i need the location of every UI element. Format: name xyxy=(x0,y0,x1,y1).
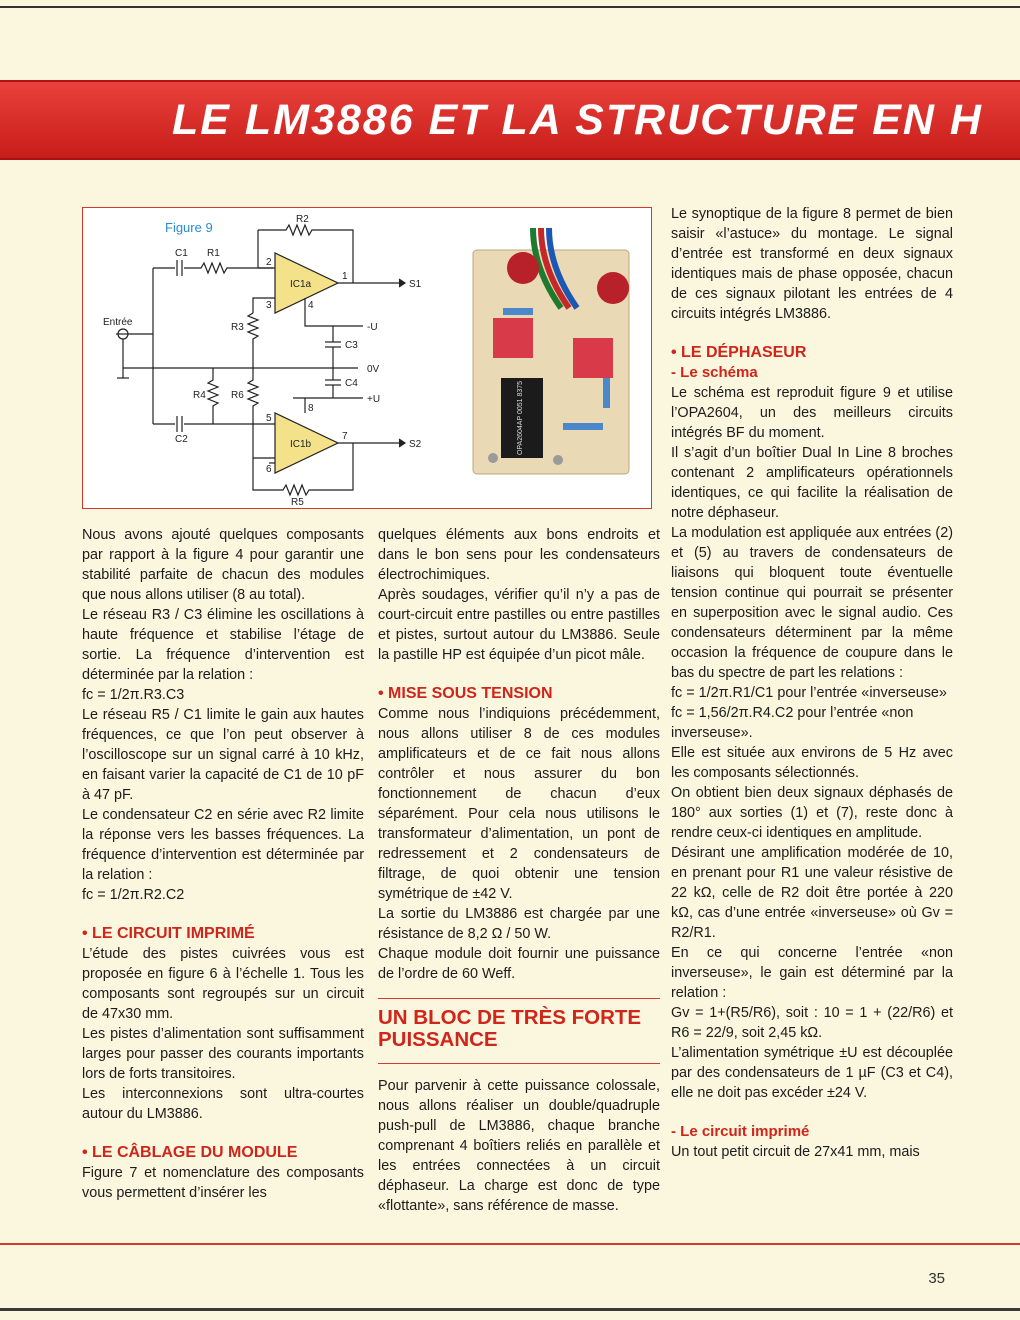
subheading: - Le schéma xyxy=(671,364,758,381)
formula: fc = 1/2π.R1/C1 pour l’entrée «inverseuse» xyxy=(671,685,947,701)
paragraph: La sortie du LM3886 est chargée par une résistance de 8,2 Ω / 50 W. xyxy=(378,906,660,942)
pin-7: 7 xyxy=(342,431,348,442)
label-c2: C2 xyxy=(175,434,188,445)
paragraph: Désirant une amplification modérée de 10, en prenant pour R1 une valeur résistive de 22 kΩ, celle de R2 doit être portée à 220 kΩ, cas d’une entrée «inverseuse» où Gv = R2/R1. xyxy=(671,845,953,941)
paragraph: Figure 7 et nomenclature des composants vous permettent d’insérer les xyxy=(82,1165,364,1201)
label-r3: R3 xyxy=(231,322,244,333)
label-r1: R1 xyxy=(207,248,220,259)
subheading: - Le circuit imprimé xyxy=(671,1123,810,1140)
paragraph: Après soudages, vérifier qu’il n’y a pas de court-circuit entre pastilles ou entre pastilles et pistes, surtout autour du LM3886. Seule la pastille HP est équipée d’un picot mâle. xyxy=(378,587,660,663)
footer-rule xyxy=(0,1308,1020,1311)
pin-8: 8 xyxy=(308,403,314,414)
pin-5: 5 xyxy=(266,413,272,424)
paragraph: L’étude des pistes cuivrées vous est proposée en figure 6 à l’échelle 1. Tous les composants sont regroupés sur un circuit de 47x30 mm. xyxy=(82,946,364,1022)
schematic-diagram xyxy=(83,208,463,508)
paragraph: Les interconnexions sont ultra-courtes autour du LM3886. xyxy=(82,1086,364,1122)
paragraph: Le synoptique de la figure 8 permet de bien saisir «l’astuce» du montage. Le signal d’entrée est transformé en deux signaux identiques mais de phase opposée, chacun de ces signaux pilotant les entrées de 4 circuits intégrés LM3886. xyxy=(671,206,953,322)
formula: fc = 1/2π.R3.C3 xyxy=(82,687,185,703)
page-title: LE LM3886 ET LA STRUCTURE EN H xyxy=(172,96,983,144)
paragraph: Nous avons ajouté quelques composants par rapport à la figure 4 pour garantir une stabilité parfaite de chacun des modules que nous allons utiliser (8 au total). xyxy=(82,527,364,603)
paragraph: La modulation est appliquée aux entrées (2) et (5) au travers de condensateurs de liaisons qui bloquent toute éventuelle tension continue qui pourrait se présenter en superposition avec le signal audio. Ces condensateurs déterminent par la même occasion la fréquence de coupure dans le bas du spectre de part les relations : xyxy=(671,525,953,681)
section-heading: • MISE SOUS TENSION xyxy=(378,685,553,702)
paragraph: En ce qui concerne l’entrée «non inverseuse», le gain est déterminé par la relation : xyxy=(671,945,953,1001)
pin-6: 6 xyxy=(266,464,272,475)
major-heading: UN BLOC DE TRÈS FORTE PUISSANCE xyxy=(378,998,660,1064)
paragraph: Le schéma est reproduit figure 9 et utilise l’OPA2604, un des meilleurs circuits intégrés BF du moment. xyxy=(671,385,953,441)
label-neg-u: -U xyxy=(367,322,378,333)
section-heading: • LE CIRCUIT IMPRIMÉ xyxy=(82,925,255,942)
pin-4: 4 xyxy=(308,300,314,311)
column-1 xyxy=(82,525,364,1203)
figure-9 xyxy=(82,207,652,509)
paragraph: Elle est située aux environs de 5 Hz avec les composants sélectionnés. xyxy=(671,745,953,781)
bottom-rule xyxy=(0,1243,1020,1245)
label-pos-u: +U xyxy=(367,394,381,405)
label-r6: R6 xyxy=(231,390,244,401)
capacitor-c1-icon xyxy=(507,252,539,284)
chip-marking: OPA2604AP 0051 8375 xyxy=(517,380,524,456)
capacitor-c3-icon xyxy=(493,318,533,358)
paragraph: On obtient bien deux signaux déphasés de 180° aux sorties (1) et (7), reste donc à rendre ceux-ci identiques en amplitude. xyxy=(671,785,953,841)
paragraph: Le condensateur C2 en série avec R2 limite la réponse vers les basses fréquences. La fréquence d’intervention est déterminée par la relation : xyxy=(82,807,364,883)
paragraph: Chaque module doit fournir une puissance de l’ordre de 60 Weff. xyxy=(378,946,660,982)
formula: fc = 1,56/2π.R4.C2 pour l’entrée «non inverseuse». xyxy=(671,705,914,741)
column-3 xyxy=(671,204,953,1162)
label-r4: R4 xyxy=(193,390,206,401)
label-ic1b: IC1b xyxy=(290,439,312,450)
paragraph: Le réseau R3 / C3 élimine les oscillations à haute fréquence et stabilise l’étage de sortie. La fréquence d’intervention est déterminée par la relation : xyxy=(82,607,364,683)
paragraph: Comme nous l’indiquions précédemment, nous allons utiliser 8 de ces modules amplificateurs et de ce fait nous allons contrôler et nous assurer du bon fonctionnement de chacun d’eux séparément. Pour cela nous utilisons le transformateur d’alimentation, un pont de redressement et 2 condensateurs de filtrage, de quoi obtenir une tension symétrique de ±42 V. xyxy=(378,706,660,902)
capacitor-c4-icon xyxy=(573,338,613,378)
figure-caption: Figure 9 xyxy=(165,220,213,235)
section-heading: • LE DÉPHASEUR xyxy=(671,344,807,361)
formula: Gv = 1+(R5/R6), soit : 10 = 1 + (22/R6) et R6 = 22/9, soit 2,45 kΩ. xyxy=(671,1005,953,1041)
title-band xyxy=(0,80,1020,160)
formula: fc = 1/2π.R2.C2 xyxy=(82,887,185,903)
module-photo xyxy=(463,228,639,498)
input-label: Entrée xyxy=(103,317,133,328)
label-s2: S2 xyxy=(409,439,422,450)
column-2 xyxy=(378,525,660,1216)
label-c1: C1 xyxy=(175,248,188,259)
top-rule xyxy=(0,6,1020,8)
paragraph: Un tout petit circuit de 27x41 mm, mais xyxy=(671,1144,920,1160)
paragraph: Il s’agit d’un boîtier Dual In Line 8 broches contenant 2 amplificateurs opérationnels identiques, ce qui facilite la réalisation de notre déphaseur. xyxy=(671,445,953,521)
label-c3: C3 xyxy=(345,340,358,351)
paragraph: Les pistes d’alimentation sont suffisamment larges pour passer des courants importants lors de forts transitoires. xyxy=(82,1026,364,1082)
pin-2: 2 xyxy=(266,257,272,268)
paragraph: quelques éléments aux bons endroits et dans le bon sens pour les condensateurs électrochimiques. xyxy=(378,527,660,583)
paragraph: Le réseau R5 / C1 limite le gain aux hautes fréquences, ce que l’on peut observer à l’oscilloscope sur un signal carré à 10 kHz, en faisant varier la capacité de C1 de 10 pF à 47 pF. xyxy=(82,707,364,803)
page-number: 35 xyxy=(928,1270,945,1287)
pin-3: 3 xyxy=(266,300,272,311)
label-c4: C4 xyxy=(345,378,358,389)
section-heading: • LE CÂBLAGE DU MODULE xyxy=(82,1144,298,1161)
label-r5: R5 xyxy=(291,497,304,508)
label-ic1a: IC1a xyxy=(290,279,312,290)
label-r2: R2 xyxy=(296,214,309,225)
paragraph: L’alimentation symétrique ±U est découplée par des condensateurs de 1 µF (C3 et C4), elle ne doit pas excéder ±24 V. xyxy=(671,1045,953,1101)
label-zero-v: 0V xyxy=(367,364,380,375)
capacitor-c2-icon xyxy=(597,272,629,304)
paragraph: Pour parvenir à cette puissance colossale, nous allons réaliser un double/quadruple push-pull de LM3886, chaque branche comprenant 4 boîtiers reliés en parallèle et les entrées connectées à un circuit déphaseur. La charge est donc de type «flottante», sans référence de masse. xyxy=(378,1078,660,1214)
label-s1: S1 xyxy=(409,279,422,290)
pin-1: 1 xyxy=(342,271,348,282)
